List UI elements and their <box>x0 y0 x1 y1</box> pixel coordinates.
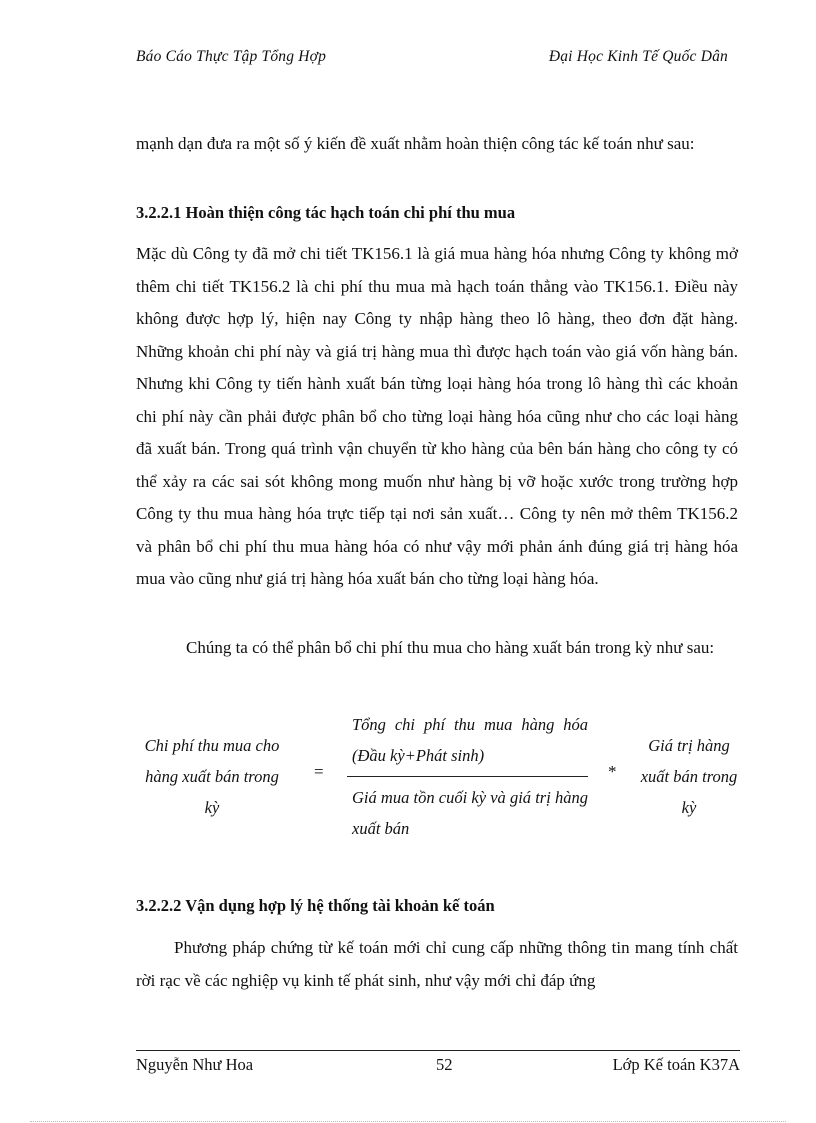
footer-rule <box>136 1050 740 1051</box>
formula-equals: = <box>314 762 324 781</box>
formula-right-term: Giá trị hàng xuất bán trong kỳ <box>640 736 738 817</box>
page-bottom-dotted-line <box>30 1121 786 1122</box>
formula-denominator: Giá mua tồn cuối kỳ và giá trị hàng xuất bán <box>352 788 588 838</box>
paragraph-allocation: Chúng ta có thể phân bổ chi phí thu mua cho hàng xuất bán trong kỳ như sau: <box>186 638 715 657</box>
formula-numerator: Tổng chi phí thu mua hàng hóa (Đầu kỳ+Phát sinh) <box>352 715 588 765</box>
footer-author: Nguyễn Như Hoa <box>136 1055 254 1074</box>
header-left: Báo Cáo Thực Tập Tổng Hợp <box>136 48 327 65</box>
paragraph-intro: mạnh dạn đưa ra một số ý kiến đề xuất nhằm hoàn thiện công tác kế toán như sau: <box>136 134 695 153</box>
formula-left-term: Chi phí thu mua cho hàng xuất bán trong kỳ <box>144 736 280 817</box>
paragraph-accounts: Phương pháp chứng từ kế toán mới chỉ cung cấp những thông tin mang tính chất rời rạc về các nghiệp vụ kinh tế phát sinh, như vậy mới chỉ đáp ứng <box>136 938 738 990</box>
footer-class: Lớp Kế toán K37A <box>612 1055 740 1074</box>
paragraph-purchase-cost: Mặc dù Công ty đã mở chi tiết TK156.1 là giá mua hàng hóa nhưng Công ty không mở thêm chi tiết TK156.2 là chi phí thu mua mà hạch toán thẳng vào TK156.1. Điều này không được hợp lý, hiện nay Công ty nhập hàng theo lô hàng, theo đơn đặt hàng. Những khoản chi phí này và giá trị hàng mua thì được hạch toán vào giá vốn hàng bán. Nhưng khi Công ty tiến hành xuất bán từng loại hàng hóa trong lô hàng thì các khoản chi phí này cần phải được phân bổ cho từng loại hàng hóa cũng như cho các loại hàng đã xuất bán. Trong quá trình vận chuyển từ kho hàng của bên bán hàng cho công ty có thể xảy ra các sai sót không mong muốn như hàng bị vỡ hoặc xước trong trường hợp Công ty thu mua hàng hóa trực tiếp tại nơi sản xuất… Công ty nên mở thêm TK156.2 và phân bổ chi phí thu mua hàng hóa có như vậy mới phản ánh đúng giá trị hàng hóa mua vào cũng như giá trị hàng hóa xuất bán cho từng loại hàng hóa. <box>136 244 738 588</box>
section-heading-3-2-2-2: 3.2.2.2 Vận dụng hợp lý hệ thống tài khoản kế toán <box>136 896 495 915</box>
page-number: 52 <box>436 1055 453 1074</box>
formula-multiply: * <box>608 762 617 781</box>
formula-fraction-bar <box>347 776 588 777</box>
header-right: Đại Học Kinh Tế Quốc Dân <box>548 48 728 65</box>
section-heading-3-2-2-1: 3.2.2.1 Hoàn thiện công tác hạch toán chi phí thu mua <box>136 203 516 222</box>
